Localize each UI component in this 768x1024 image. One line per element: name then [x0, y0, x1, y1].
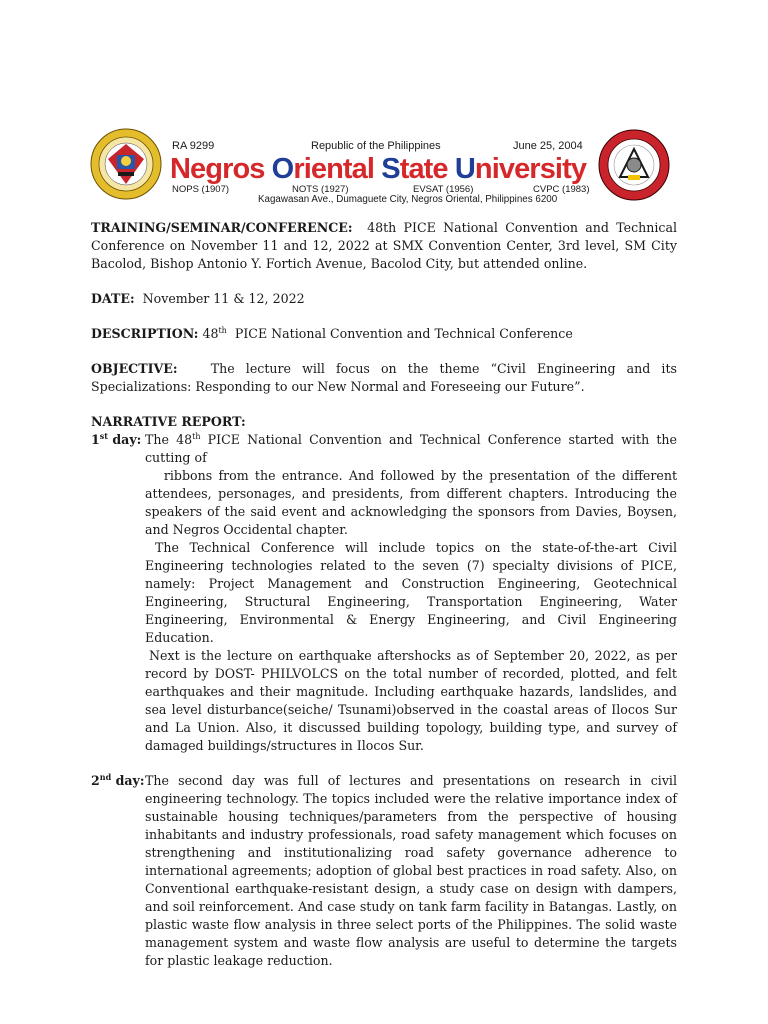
day1-paragraph-3: Next is the lecture on earthquake aftershocks as of September 20, 2022, as per record by DOST- PHILVOLCS on the total number of recorded, plotted, and felt earthquakes and their magnitude. Including earthquake hazards, landslides, and sea level disturbance(seiche/ Tsunami)observed in the coastal areas of Ilocos Sur and La Union. Also, it discussed building topology, building type, and survey of damaged buildings/structures in Ilocos Sur. — [145, 648, 677, 753]
date-text: November 11 & 12, 2022 — [142, 291, 305, 306]
training-text: 48th PICE National Convention and Technical Conference on November 11 and 12, 2022 at SMX Convention Center, 3rd level, SM City Bacolod, Bishop Antonio Y. Fortich Avenue, Bacolod City, but attended online. — [91, 220, 677, 271]
description-label: DESCRIPTION: — [91, 326, 199, 341]
description-field: DESCRIPTION: 48th PICE National Convention and Technical Conference — [91, 325, 573, 341]
day1-label: 1st day: — [91, 430, 142, 447]
date-label: DATE: — [91, 291, 135, 306]
day1-paragraph-1: The 48th PICE National Convention and Technical Conference started with the cutting of ribbons from the entrance. And followed by the presentation of the different attendees, personages, and presidents, from different chapters. Introducing the speakers of the said event and acknowledging the sponsors from Davies, Boysen, and Negros Occidental chapter. — [145, 431, 678, 537]
day1-paragraph-2: The Technical Conference will include topics on the state-of-the-art Civil Engineering technologies related to the seven (7) specialty divisions of PICE, namely: Project Management and Construction Engineering, Geotechnical Engineering, Structural Engineering, Transportation Engineering, Water Engineering, Environmental & Energy Engineering, and Civil Engineering Education. — [145, 540, 677, 645]
objective-field — [91, 360, 677, 396]
day2-label: 2nd day: — [91, 771, 145, 788]
history-cvpc: CVPC (1983) — [533, 184, 590, 195]
training-label: TRAINING/SEMINAR/CONFERENCE: — [91, 220, 353, 235]
narrative-heading: NARRATIVE REPORT: — [91, 414, 246, 429]
republic-text: Republic of the Philippines — [311, 140, 441, 152]
founding-date: June 25, 2004 — [513, 140, 583, 152]
objective-label: OBJECTIVE: — [91, 361, 178, 376]
objective-text: The lecture will focus on the theme “Civil Engineering and its Specializations: Responding to our New Normal and Foreseeing our Future”. — [91, 361, 677, 394]
ra-number: RA 9299 — [172, 140, 215, 152]
date-field — [91, 290, 677, 308]
day2-section — [91, 772, 677, 970]
norsu-seal-logo — [90, 128, 162, 200]
university-address: Kagawasan Ave., Dumaguete City, Negros Oriental, Philippines 6200 — [258, 194, 558, 205]
report-body — [91, 219, 677, 970]
description-text: PICE National Convention and Technical Conference — [234, 326, 573, 341]
day1-section — [91, 431, 677, 755]
letterhead — [0, 125, 768, 210]
training-field — [91, 219, 677, 273]
college-engineering-seal-logo — [598, 129, 670, 201]
history-nops: NOPS (1907) — [172, 184, 230, 195]
day2-paragraph: The second day was full of lectures and presentations on research in civil engineering technology. The topics included were the relative importance index of sustainable housing techniques/parameters from the perspective of housing inhabitants and industry professionals, road safety management which focuses on strengthening and institutionalizing road safety governance adherence to international agreements; adoption of global best practices in road safety. Also, on Conventional earthquake-resistant design, a study case on design with dampers, and soil reinforcement. And case study on tank farm facility in Batangas. Lastly, on plastic waste flow analysis in three select ports of the Philippines. The solid waste management system and waste flow analysis are useful to determine the targets for plastic leakage reduction. — [145, 773, 677, 968]
university-name: Negros Oriental State University — [170, 153, 587, 185]
history-evsat: EVSAT (1956) — [413, 184, 474, 195]
history-nots: NOTS (1927) — [292, 184, 349, 195]
